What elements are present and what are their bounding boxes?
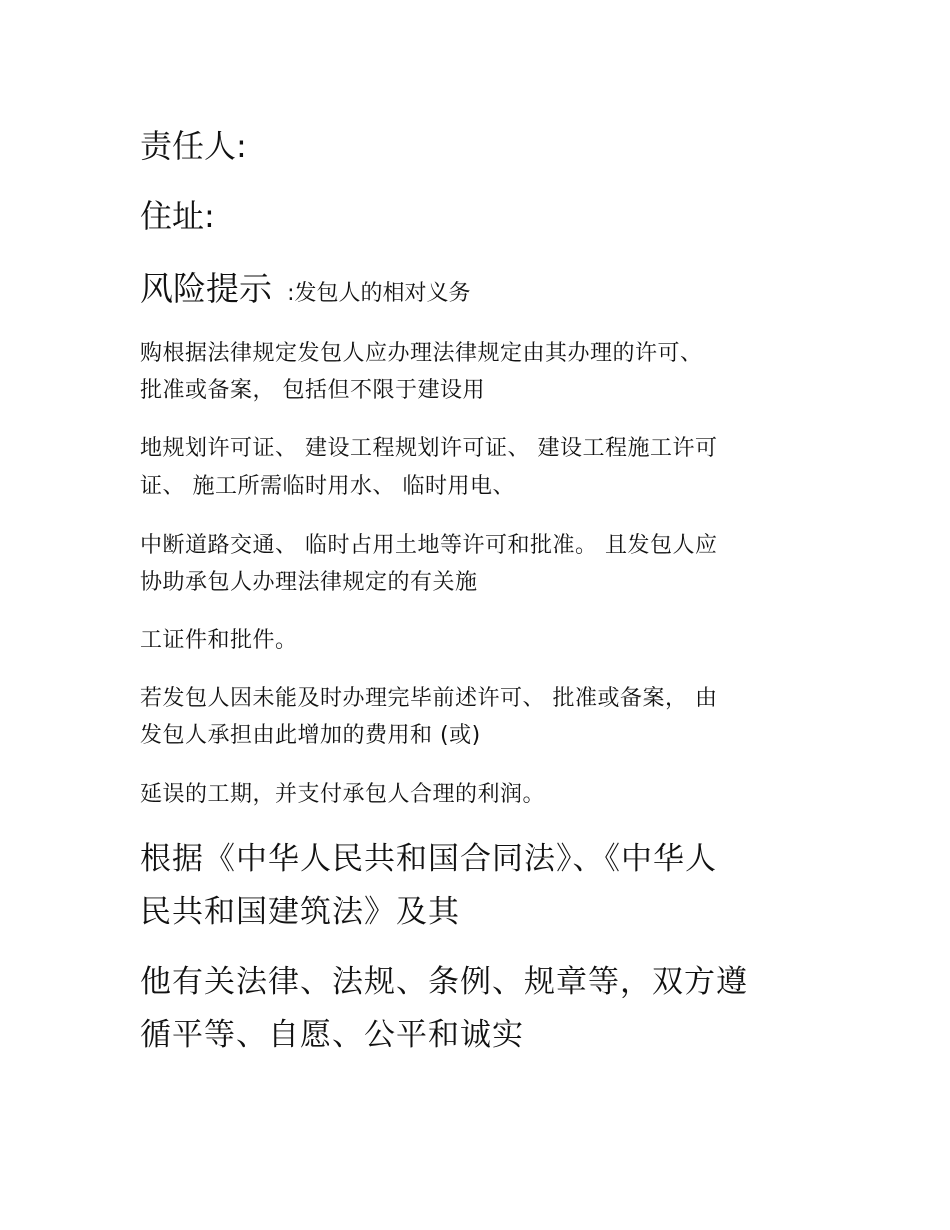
statement-2-line-2: 循平等、自愿、公平和诚实: [140, 1017, 524, 1053]
statement-2-line-1: 他有关法律、法规、条例、规章等，双方遵: [140, 964, 748, 1000]
paragraph-6-line-1: 延误的工期，并支付承包人合理的利润。: [140, 782, 546, 807]
risk-subheading: :发包人的相对义务: [287, 281, 471, 306]
statement-1-line-1: 根据《中华人民共和国合同法》、《中华人: [140, 841, 717, 877]
paragraph-1-line-1: 购根据法律规定发包人应办理法律规定由其办理的许可、: [140, 341, 703, 366]
risk-heading: 风险提示: [140, 269, 272, 308]
responsible-person-label: 责任人:: [140, 127, 247, 165]
statement-1-line-2: 民共和国建筑法》及其: [140, 894, 460, 930]
paragraph-1-line-2: 批准或备案， 包括但不限于建设用: [140, 378, 485, 403]
paragraph-3-line-2: 协助承包人办理法律规定的有关施: [140, 570, 478, 595]
paragraph-5-line-1: 若发包人因未能及时办理完毕前述许可、 批准或备案， 由: [140, 686, 718, 711]
paragraph-5-line-2: 发包人承担由此增加的费用和 (或): [140, 723, 481, 748]
risk-heading-row: [140, 269, 471, 308]
address-label: 住址:: [140, 197, 215, 235]
paragraph-2-line-2: 证、 施工所需临时用水、 临时用电、: [140, 474, 515, 499]
paragraph-3-line-1: 中断道路交通、 临时占用土地等许可和批准。 且发包人应: [140, 533, 718, 558]
paragraph-2-line-1: 地规划许可证、 建设工程规划许可证、 建设工程施工许可: [140, 436, 718, 461]
paragraph-4-line-1: 工证件和批件。: [140, 628, 298, 653]
document-page: [140, 0, 820, 1230]
